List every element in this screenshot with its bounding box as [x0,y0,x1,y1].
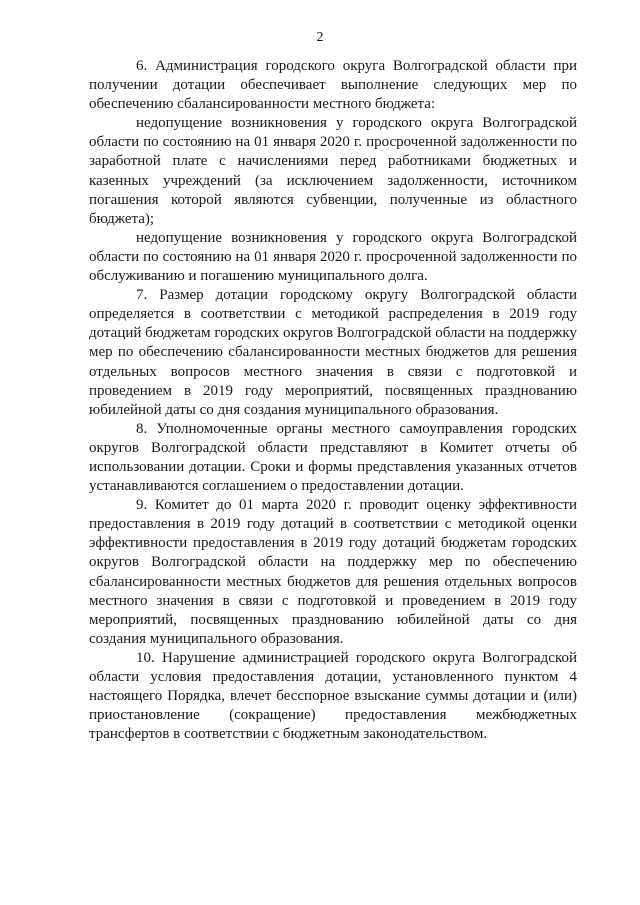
paragraph-item-9: 9. Комитет до 01 марта 2020 г. проводит оценку эффективности предоставления в 2019 году дотаций в соответствии с методикой оценки эффективности предоставления в 2019 году дотаций бюджетам городских округов Волгоградской области на поддержку мер по обеспечению сбалансированности местных бюджетов для решения отдельных вопросов местного значения в связи с подготовкой и проведением в 2019 году мероприятий, посвященных празднованию юбилейной даты со дня создания муниципального образования. [89,497,577,647]
page-number: 2 [316,30,324,45]
document-body [89,57,577,744]
paragraph-item-7: 7. Размер дотации городскому округу Волгоградской области определяется в соответствии с методикой распределения в 2019 году дотаций бюджетам городских округов Волгоградской области на поддержку мер по обеспечению сбалансированности местных бюджетов для решения отдельных вопросов местного значения в связи с подготовкой и проведением в 2019 году мероприятий, посвященных празднованию юбилейной даты со дня создания муниципального образования. [89,287,577,418]
paragraph-debt-service: недопущение возникновения у городского округа Волгоградской области по состоянию на 01 января 2020 г. просроченной задолженности по обслуживанию и погашению муниципального долга. [89,229,577,285]
paragraph-item-8: 8. Уполномоченные органы местного самоуправления городских округов Волгоградской области представляют в Комитет отчеты об использовании дотации. Сроки и формы представления указанных отчетов устанавливаются соглашением о предоставлении дотации. [89,420,577,495]
paragraph-wage-arrears: недопущение возникновения у городского округа Волгоградской области по состоянию на 01 января 2020 г. просроченной задолженности по заработной плате с начислениями перед работниками бюджетных и казенных учреждений (за исключением задолженности, источником погашения которой являются субвенции, полученные из областного бюджета); [89,115,577,227]
paragraph-item-10: 10. Нарушение администрацией городского округа Волгоградской области условия предоставления дотации, установленного пунктом 4 настоящего Порядка, влечет бесспорное взыскание суммы дотации и (или) приостановление (сокращение) предоставления межбюджетных трансфертов в соответствии с бюджетным законодательством. [89,649,577,743]
paragraph-item-6: 6. Администрация городского округа Волгоградской области при получении дотации обеспечивает выполнение следующих мер по обеспечению сбалансированности местного бюджета: [89,58,577,113]
